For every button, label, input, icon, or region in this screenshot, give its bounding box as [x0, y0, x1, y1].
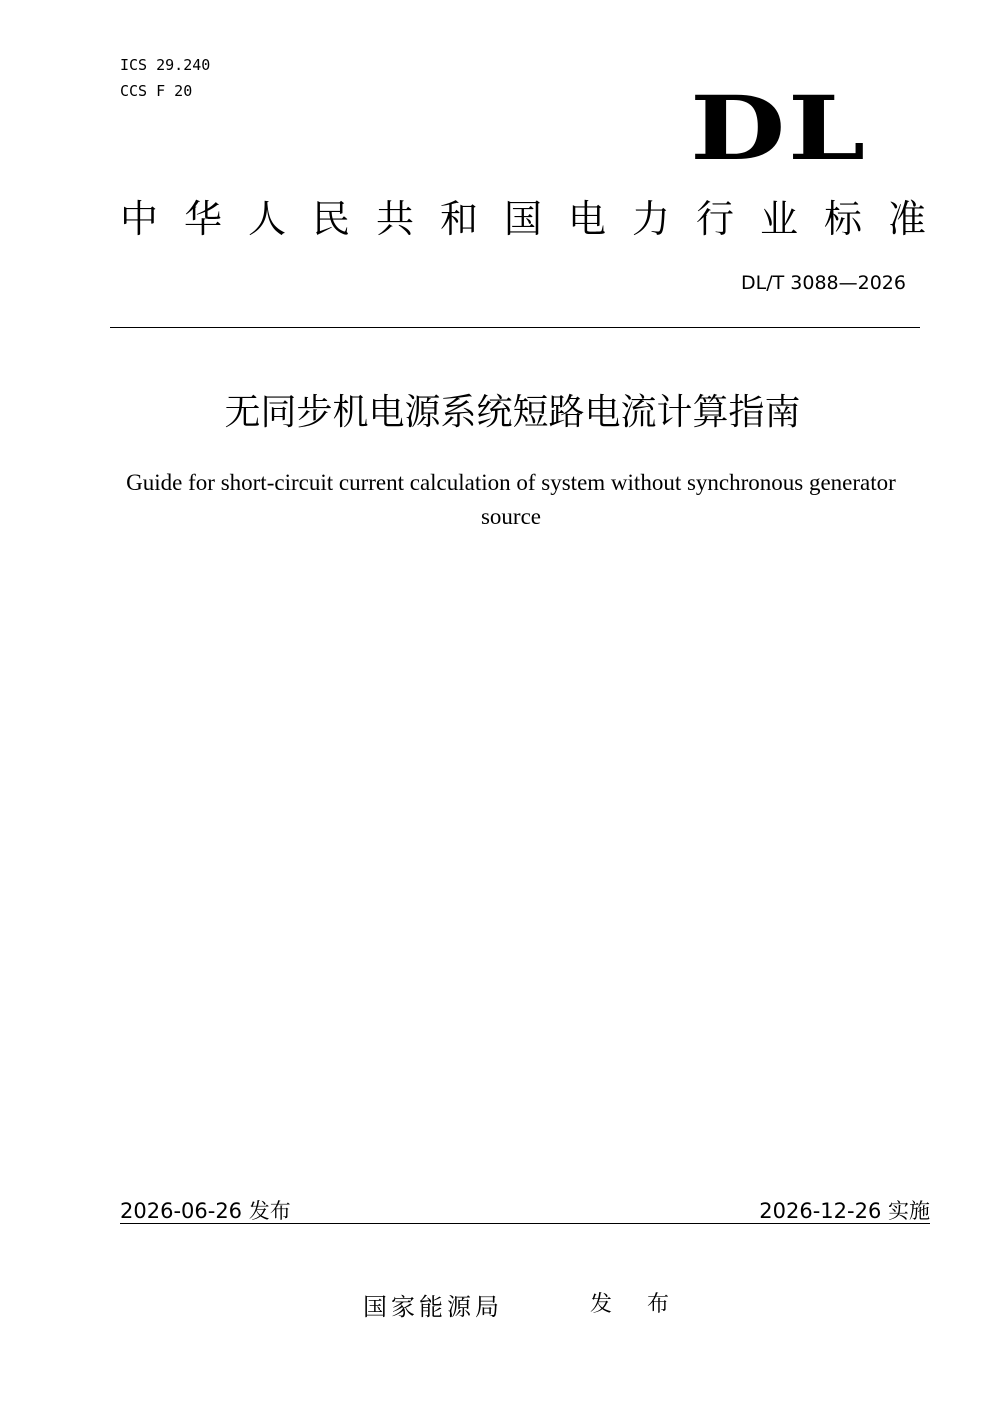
publisher: 国家能源局: [363, 1293, 503, 1321]
publish-label: 发 布: [590, 1292, 683, 1317]
bottom-divider: [120, 1223, 930, 1224]
standard-number: DL/T 3088—2026: [741, 272, 906, 294]
title-english: Guide for short-circuit current calculation of system without synchronous generator source: [126, 470, 896, 529]
ics-code: ICS 29.240: [120, 56, 211, 74]
top-divider: [110, 327, 920, 328]
dl-logo: DL: [690, 76, 868, 180]
standard-type: 中华人民共和国电力行业标准: [120, 197, 953, 241]
publish-date: 2026-06-26 发布: [120, 1199, 291, 1223]
classification-codes: [120, 52, 210, 104]
effective-date: 2026-12-26 实施: [759, 1199, 930, 1223]
title-chinese: 无同步机电源系统短路电流计算指南: [224, 392, 801, 433]
ccs-code: CCS F 20: [120, 82, 193, 100]
